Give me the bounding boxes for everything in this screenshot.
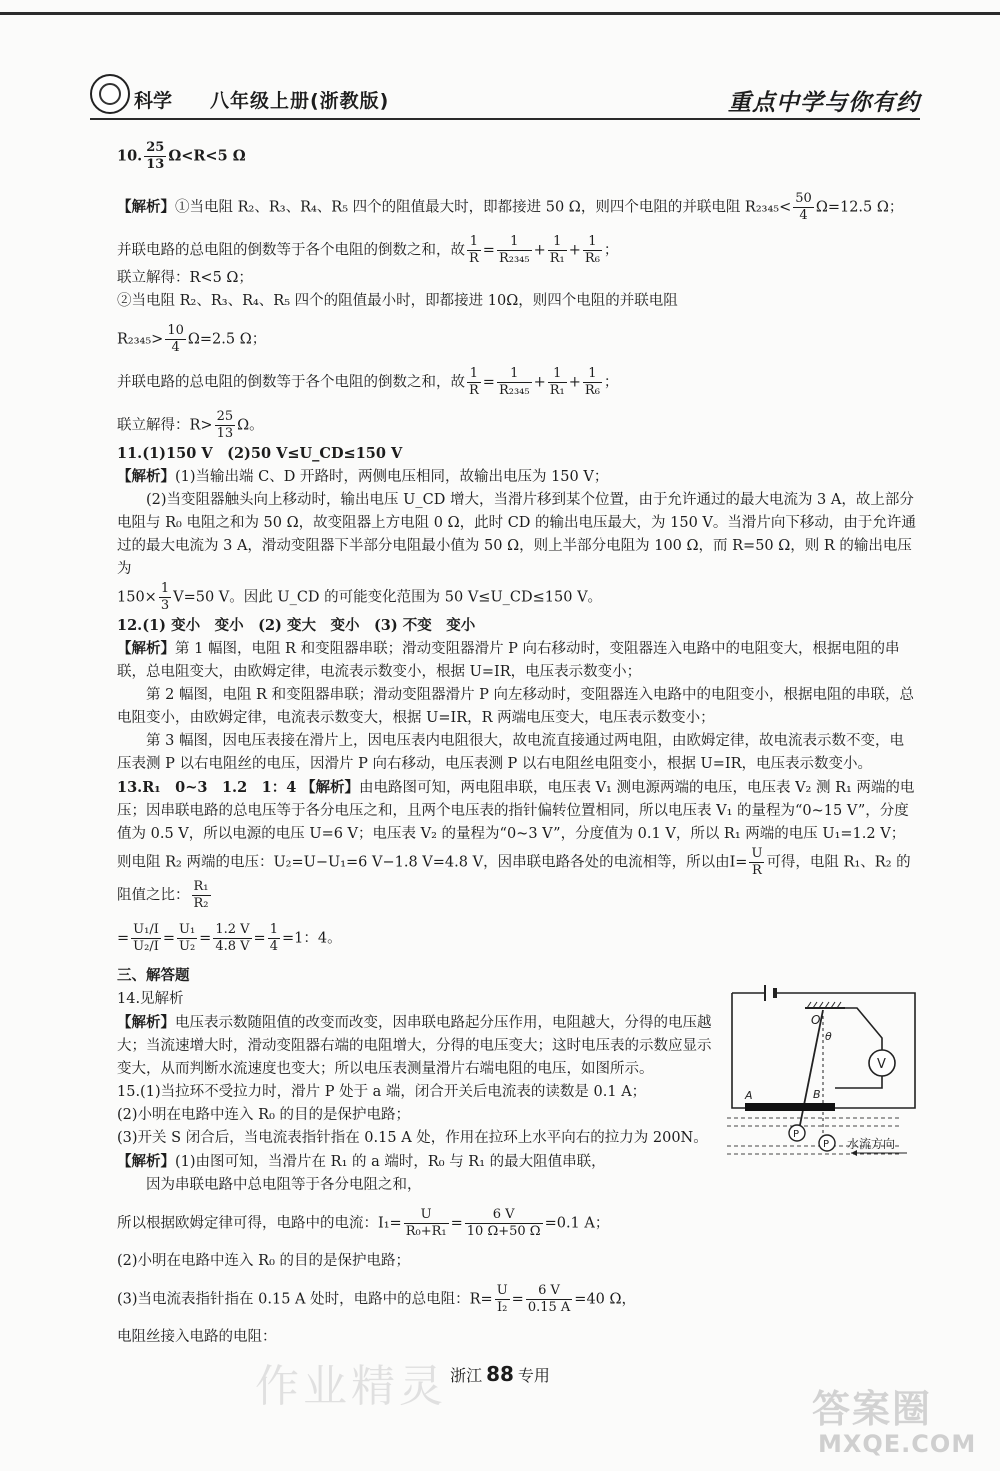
label-theta: θ: [825, 1030, 832, 1043]
header-brand: 重点中学与你有约: [728, 90, 920, 116]
q12-analysis-2: 第 2 幅图，电阻 R 和变阻器串联；滑动变阻器滑片 P 向左移动时，变阻器连入电路中的电阻变小，根据电阻的串联，总电阻变小，由欧姆定律，电流表示数变大，根据 U=IR，R 两端电压变大，电压表示数变小；: [117, 687, 915, 726]
q12-analysis-3: 第 3 幅图，因电压表接在滑片上，因电压表内电阻很大，故电流直接通过两电阻，由欧姆定律，故电流表示数不变，电压表测 P 以右电阻丝的电压，因滑片 P 向右移动，电压表测 P 以右电阻丝电阻变小，根据 U=IR，电压表示数变小。: [117, 733, 904, 772]
section-three-title: 三、解答题: [117, 968, 190, 984]
q10-analysis-5: R₂₃₄₅> $\frac{10}{4}$ Ω=2.5 Ω；: [117, 323, 267, 355]
q14-answer: 14.见解析: [117, 991, 184, 1007]
q12-analysis-1: 【解析】第 1 幅图，电阻 R 和变阻器串联；滑动变阻器滑片 P 向右移动时，变阻器连入电路中的电阻变大，根据电阻的串联，总电阻变大，由欧姆定律，电流表示数变小，根据 U=IR，电压表示数变小；: [117, 640, 900, 680]
school-logo-icon: [90, 74, 130, 114]
q15-analysis-5: (3)当电流表指针指在 0.15 A 处时，电路中的总电阻：R= $\frac{U}{\text{I₂}}$ = $\frac{6 V}{0.15 A}$ =40 Ω，: [117, 1283, 637, 1315]
label-a: A: [745, 1089, 753, 1102]
q15-answer-2: (2)小明在电路中连入 R₀ 的目的是保护电路；: [117, 1107, 410, 1123]
label-b: B: [813, 1088, 821, 1101]
svg-text:P: P: [793, 1129, 800, 1140]
svg-text:P: P: [823, 1139, 830, 1150]
top-rule: [0, 12, 1000, 15]
header-book-title: 八年级上册(浙教版): [210, 90, 390, 112]
label-water-flow: 水流方向: [847, 1137, 896, 1151]
label-o: O: [811, 1013, 821, 1027]
q12-answer: 12.(1) 变小 变小 (2) 变大 变小 (3) 不变 变小: [117, 617, 476, 634]
q15-analysis-6: 电阻丝接入电路的电阻：: [117, 1329, 277, 1345]
resistor-bar: [745, 1103, 835, 1111]
q11-answer: 11.(1)150 V (2)50 V≤U_CD≤150 V: [117, 445, 403, 462]
q15-analysis-2: 因为串联电路中总电阻等于各分电阻之和，: [146, 1177, 422, 1193]
q15-answer-1: 15.(1)当拉环不受拉力时，滑片 P 处于 a 端，闭合开关后电流表的读数是 0.1 A；: [117, 1084, 647, 1100]
header-subject: 科学: [134, 90, 173, 112]
page-number: 88: [486, 1362, 514, 1386]
right-wire: [775, 993, 915, 1108]
q14-analysis: 【解析】电压表示数随阻值的改变而改变，因串联电路起分压作用，电阻越大，分得的电压越大；当流速增大时，滑动变阻器右端的电阻增大，分得的电压变大；这时电压表的示数应显示变大，从而判断水流速度也变大；所以电压表测量滑片右端电阻的电压，如图所示。: [117, 1014, 712, 1077]
watermark-1: 作业精灵: [255, 1361, 447, 1412]
voltmeter-label: V: [877, 1057, 886, 1072]
q11-analysis-2: (2)当变阻器触头向上移动时，输出电压 U_CD 增大，当滑片移到某个位置，由于允许通过的最大电流为 3 A，故上部分电阻与 R₀ 电阻之和为 50 Ω，故变阻器上方电阻 0 Ω，此时 CD 的输出电压最大，为 150 V。当滑片向下移动，由于允许通过的最大电流为 3 A，滑动变阻器下半部分电阻最小值为 50 Ω，则上半部分电阻为 100 Ω，而 R=50 Ω，则 R 的输出电压为: [117, 492, 916, 577]
q10-answer: 10. $\frac{25}{13}$ Ω<R<5 Ω: [117, 140, 246, 172]
footer-right: 专用: [517, 1366, 550, 1385]
q10-analysis-7: 联立解得：R> $\frac{25}{13}$ Ω。: [117, 409, 264, 441]
q15-analysis-1: 【解析】(1)由图可知，当滑片在 R₁ 的 a 端时，R₀ 与 R₁ 的最大阻值串联，: [117, 1153, 606, 1170]
watermark-3: MXQE.COM: [818, 1430, 977, 1458]
q10-analysis-4: ②当电阻 R₂、R₃、R₄、R₅ 四个的阻值最小时，即都接进 10Ω，则四个电阻的并联电阻: [117, 293, 678, 309]
q10-analysis-6: 并联电路的总电阻的倒数等于各个电阻的倒数之和，故 $\frac{1}{R}$ = $\frac{1}{\text{R₂₃₄₅}}$ + $\frac{1}{\text{R₁}}$ + $\frac{1}{\text{R₆}}$ ；: [117, 366, 619, 398]
q15-analysis-3: 所以根据欧姆定律可得，电路中的电流：I₁= $\frac{U}{\text{R₀+R₁}}$ = $\frac{6 V}{10 \Omega+50 \Omega}$ =0.1 A；: [117, 1207, 610, 1239]
q13-equation: = $\frac{\text{U₁/I}}{\text{U₂/I}}$ = $\frac{\text{U₁}}{\text{U₂}}$ = $\frac{1.2 V}{4.8 V}$ = $\frac{1}{4}$ =1：4。: [117, 922, 342, 954]
q15-analysis-4: (2)小明在电路中连入 R₀ 的目的是保护电路；: [117, 1253, 410, 1269]
left-wire: [732, 993, 745, 1108]
q10-analysis-1: 【解析】①当电阻 R₂、R₃、R₄、R₅ 四个的阻值最大时，即都接进 50 Ω，则四个电阻的并联电阻 R₂₃₄₅< $\frac{50}{4}$ Ω=12.5 Ω；: [117, 191, 904, 223]
footer-left: 浙江: [450, 1366, 483, 1385]
page-header: [90, 74, 920, 124]
q11-analysis-1: 【解析】(1)当输出端 C、D 开路时，两侧电压相同，故输出电压为 150 V；: [117, 468, 609, 485]
q15-answer-3: (3)开关 S 闭合后，当电流表指针指在 0.15 A 处，作用在拉环上水平向右的拉力为 200N。: [117, 1130, 708, 1146]
pendulum-rod: [799, 1010, 823, 1130]
header-rule: [90, 118, 920, 120]
q10-analysis-2: 并联电路的总电阻的倒数等于各个电阻的倒数之和，故 $\frac{1}{R}$ = $\frac{1}{\text{R₂₃₄₅}}$ + $\frac{1}{\text{R₁}}$ + $\frac{1}{\text{R₆}}$ ；: [117, 234, 619, 266]
q11-analysis-3: 150× $\frac{1}{3}$ V=50 V。因此 U_CD 的可能变化范围为 50 V≤U_CD≤150 V。: [117, 581, 603, 613]
q13-analysis: 13.R₁ 0~3 1.2 1：4 【解析】由电路图可知，两电阻串联，电压表 V₁ 测电源两端的电压，电压表 V₂ 测 R₁ 两端的电压；因串联电路的总电压等于各分电压之和，且两个电压表的指针偏转位置相同，所以电压表 V₁ 的量程为“0~15 V”，分度值为 0.5 V，所以电源的电压 U=6 V；电压表 V₂ 的量程为“0~3 V”，分度值为 0.1 V，所以 R₁ 两端的电压 U₁=1.2 V；则电阻 R₂ 两端的电压：U₂=U−U₁=6 V−1.8 V=4.8 V，因串联电路各处的电流相等，所以由I= $\frac{U}{R}$ 可得，电阻 R₁、R₂ 的阻值之比： $\frac{\text{R₁}}{\text{R₂}}$: [117, 779, 915, 911]
circuit-diagram: [727, 968, 917, 1168]
q10-analysis-3: 联立解得：R<5 Ω；: [117, 270, 253, 286]
watermark-2: 答案圈: [812, 1387, 933, 1431]
